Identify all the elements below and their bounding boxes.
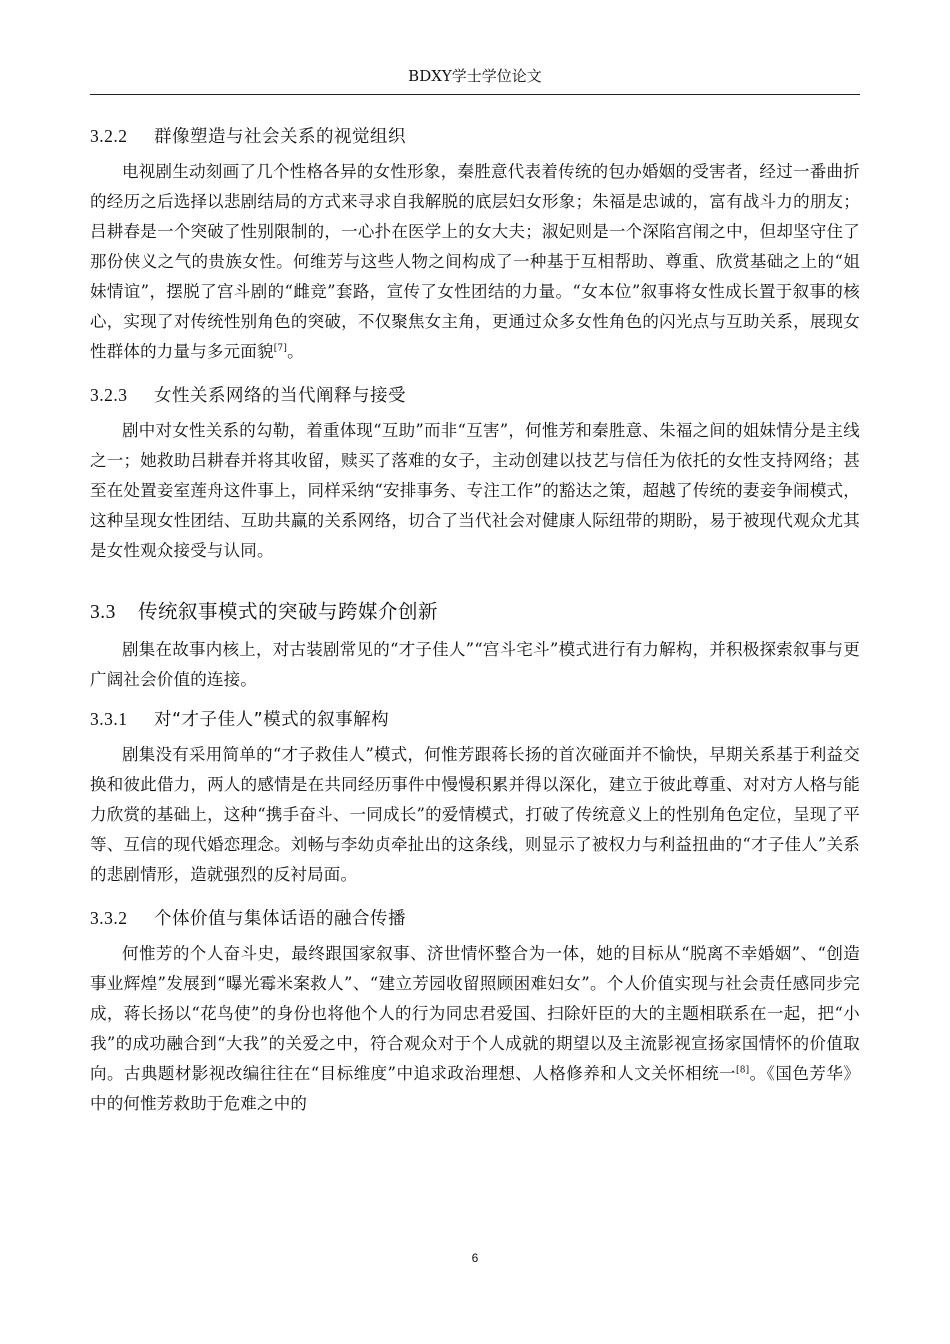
- section-heading-3-2-2: [90, 116, 860, 157]
- paragraph-end: 。: [287, 342, 304, 361]
- section-number: 3.3.1: [90, 709, 128, 729]
- paragraph-text: 电视剧生动刻画了几个性格各异的女性形象，秦胜意代表着传统的包办婚姻的受害者，经过一番曲折的经历之后选择以悲剧结局的方式来寻求自我解脱的底层妇女形象；朱福是忠诚的，富有战斗力的朋友；吕耕春是一个突破了性别限制的，一心扑在医学上的女大夫；淑妃则是一个深陷宫闱之中，但却坚守住了那份侠义之气的贵族女性。何维芳与这些人物之间构成了一种基于互相帮助、尊重、欣赏基础之上的“姐妹情谊”，摆脱了宫斗剧的“雌竞”套路，宣传了女性团结的力量。“女本位”叙事将女性成长置于叙事的核心，实现了对传统性别角色的突破，不仅聚焦女主角，更通过众多女性角色的闪光点与互助关系，展现女性群体的力量与多元面貌: [90, 162, 860, 361]
- section-title: 女性关系网络的当代阐释与接受: [154, 386, 406, 406]
- section-number: 3.2.3: [90, 385, 128, 405]
- section-heading-3-3-1: [90, 699, 860, 740]
- paragraph-3: 剧集在故事内核上，对古装剧常见的“才子佳人”“宫斗宅斗”模式进行有力解构，并积极探索叙事与更广阔社会价值的连接。: [90, 640, 860, 689]
- section-number: 3.2.2: [90, 126, 128, 146]
- paragraph-text: 何惟芳的个人奋斗史，最终跟国家叙事、济世情怀整合为一体，她的目标从“脱离不幸婚姻”、“创造事业辉煌”发展到“曝光霉米案救人”、“建立芳园收留照顾困难妇女”。个人价值实现与社会责任感同步完成，蒋长扬以“花鸟使”的身份也将他个人的行为同忠君爱国、扫除奸臣的大的主题相联系在一起，把“小我”的成功融合到“大我”的关爱之中，符合观众对于个人成就的期望以及主流影视宣扬家国情怀的价值取向。古典题材影视改编往往在“目标维度”中追求政治理想、人格修养和人文关怀相统一: [90, 944, 860, 1083]
- section-heading-3-3: [90, 590, 860, 635]
- section-title: 传统叙事模式的突破与跨媒介创新: [138, 600, 439, 623]
- paragraph-5: [90, 939, 860, 1119]
- section-title: 群像塑造与社会关系的视觉组织: [154, 127, 406, 147]
- section-title: 对“才子佳人”模式的叙事解构: [154, 710, 390, 730]
- section-heading-3-2-3: [90, 375, 860, 416]
- section-number: 3.3: [90, 602, 116, 623]
- section-title: 个体价值与集体话语的融合传播: [154, 909, 406, 929]
- paragraph-4: 剧集没有采用简单的“才子救佳人”模式，何惟芳跟蒋长扬的首次碰面并不愉快，早期关系基于利益交换和彼此借力，两人的感情是在共同经历事件中慢慢积累并得以深化，建立于彼此尊重、对对方人格与能力欣赏的基础上，这种“携手奋斗、一同成长”的爱情模式，打破了传统意义上的性别角色定位，呈现了平等、互信的现代婚恋理念。刘畅与李幼贞牵扯出的这条线，则显示了被权力与利益扭曲的“才子佳人”关系的悲剧情形，造就强烈的反衬局面。: [90, 745, 860, 884]
- page-content: [90, 112, 860, 1119]
- paragraph-end: 。《国色芳华》中的何惟芳救助于危难之中的: [90, 1064, 861, 1113]
- citation: [8]: [736, 1065, 750, 1076]
- running-header: BDXY学士学位论文: [408, 67, 542, 85]
- paragraph-2: 剧中对女性关系的勾勒，着重体现“互助”而非“互害”，何惟芳和秦胜意、朱福之间的姐妹情分是主线之一；她救助吕耕春并将其收留，赎买了落难的女子，主动创建以技艺与信任为依托的女性支持网络；甚至在处置妾室莲舟这件事上，同样采纳“安排事务、专注工作”的豁达之策，超越了传统的妻妾争闹模式，这种呈现女性团结、互助共赢的关系网络，切合了当代社会对健康人际纽带的期盼，易于被现代观众尤其是女性观众接受与认同。: [90, 421, 860, 560]
- paragraph-1: [90, 157, 860, 367]
- section-number: 3.3.2: [90, 908, 128, 928]
- section-heading-3-3-2: [90, 898, 860, 939]
- header-rule: [90, 94, 860, 95]
- page-number: 6: [471, 1251, 479, 1265]
- citation: [7]: [273, 343, 288, 354]
